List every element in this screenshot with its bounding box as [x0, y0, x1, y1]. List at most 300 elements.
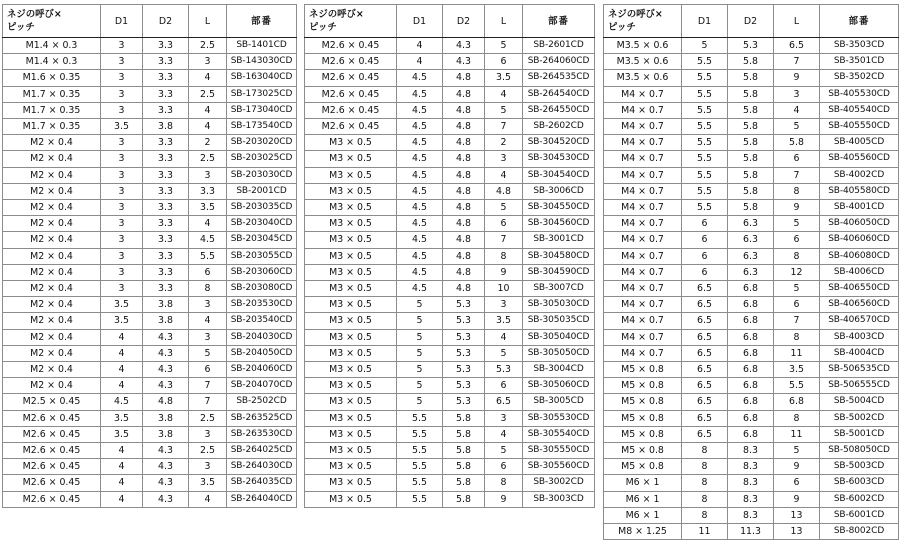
table-row	[3, 426, 297, 442]
cell-length: 9	[774, 70, 820, 86]
cell-part-number: SB-406060CD	[820, 232, 899, 248]
table-row	[305, 362, 595, 378]
cell-d1: 5.5	[682, 151, 728, 167]
cell-length: 3	[189, 459, 227, 475]
table-row	[3, 394, 297, 410]
cell-length: 13	[774, 524, 820, 540]
cell-part-number: SB-264030CD	[227, 459, 297, 475]
cell-thread-pitch: M1.7 × 0.35	[3, 119, 101, 135]
cell-d1: 6.5	[682, 345, 728, 361]
table-row	[604, 410, 899, 426]
cell-length: 6	[485, 216, 523, 232]
header-part-number: 部番	[227, 5, 297, 38]
table-row	[305, 345, 595, 361]
spec-table-2	[304, 4, 595, 508]
cell-thread-pitch: M3 × 0.5	[305, 281, 397, 297]
table-row	[305, 200, 595, 216]
cell-part-number: SB-305040CD	[523, 329, 595, 345]
cell-part-number: SB-264035CD	[227, 475, 297, 491]
header-part-number: 部番	[820, 5, 899, 38]
cell-part-number: SB-508050CD	[820, 443, 899, 459]
table-row	[3, 281, 297, 297]
cell-d1: 11	[682, 524, 728, 540]
cell-d1: 4.5	[397, 70, 443, 86]
table-row	[305, 426, 595, 442]
table-row	[305, 183, 595, 199]
cell-part-number: SB-203020CD	[227, 135, 297, 151]
cell-d1: 8	[682, 475, 728, 491]
cell-part-number: SB-6001CD	[820, 507, 899, 523]
cell-thread-pitch: M4 × 0.7	[604, 281, 682, 297]
cell-d2: 3.8	[143, 119, 189, 135]
cell-thread-pitch: M3 × 0.5	[305, 264, 397, 280]
cell-part-number: SB-2602CD	[523, 119, 595, 135]
cell-thread-pitch: M2 × 0.4	[3, 248, 101, 264]
header-d1: D1	[682, 5, 728, 38]
cell-length: 5.8	[774, 135, 820, 151]
table-row	[305, 264, 595, 280]
cell-length: 5	[774, 119, 820, 135]
cell-d2: 3.3	[143, 281, 189, 297]
cell-d1: 6.5	[682, 313, 728, 329]
cell-length: 9	[774, 459, 820, 475]
cell-d2: 4.8	[443, 70, 485, 86]
cell-d2: 8.3	[728, 491, 774, 507]
table-row	[305, 70, 595, 86]
cell-d2: 5.3	[443, 362, 485, 378]
cell-part-number: SB-3001CD	[523, 232, 595, 248]
cell-thread-pitch: M3 × 0.5	[305, 426, 397, 442]
cell-part-number: SB-305030CD	[523, 297, 595, 313]
cell-d1: 3	[101, 38, 143, 54]
cell-length: 8	[485, 475, 523, 491]
cell-d1: 6	[682, 232, 728, 248]
cell-d2: 5.8	[728, 70, 774, 86]
cell-d2: 6.3	[728, 248, 774, 264]
cell-d1: 5.5	[682, 86, 728, 102]
cell-thread-pitch: M3 × 0.5	[305, 362, 397, 378]
cell-d1: 3	[101, 232, 143, 248]
cell-d1: 3	[101, 151, 143, 167]
table-row	[3, 443, 297, 459]
cell-part-number: SB-2601CD	[523, 38, 595, 54]
table-row	[305, 54, 595, 70]
cell-thread-pitch: M3 × 0.5	[305, 491, 397, 507]
cell-length: 6.5	[774, 38, 820, 54]
cell-d2: 6.8	[728, 426, 774, 442]
table-row	[604, 378, 899, 394]
cell-length: 3.5	[189, 475, 227, 491]
cell-d1: 3	[101, 86, 143, 102]
table-row	[3, 119, 297, 135]
cell-length: 5	[485, 38, 523, 54]
header-d1: D1	[101, 5, 143, 38]
cell-thread-pitch: M4 × 0.7	[604, 313, 682, 329]
cell-thread-pitch: M2.6 × 0.45	[3, 443, 101, 459]
cell-d2: 4.8	[143, 394, 189, 410]
table-row	[604, 507, 899, 523]
cell-d2: 3.3	[143, 38, 189, 54]
spec-table-1	[2, 4, 297, 508]
table-row	[305, 491, 595, 507]
header-pitch-line1: ネジの呼び×	[309, 9, 364, 20]
table-row	[3, 313, 297, 329]
cell-length: 7	[189, 378, 227, 394]
cell-d1: 3.5	[101, 426, 143, 442]
cell-thread-pitch: M2.6 × 0.45	[305, 86, 397, 102]
cell-part-number: SB-264535CD	[523, 70, 595, 86]
table-row	[3, 70, 297, 86]
table-row	[604, 151, 899, 167]
cell-thread-pitch: M2 × 0.4	[3, 378, 101, 394]
cell-part-number: SB-304530CD	[523, 151, 595, 167]
cell-part-number: SB-305560CD	[523, 459, 595, 475]
cell-length: 4	[189, 102, 227, 118]
cell-d1: 6.5	[682, 378, 728, 394]
cell-part-number: SB-8002CD	[820, 524, 899, 540]
table-row	[604, 86, 899, 102]
cell-d2: 3.3	[143, 54, 189, 70]
table-row	[3, 491, 297, 507]
table-row	[305, 475, 595, 491]
cell-d1: 3	[101, 216, 143, 232]
cell-part-number: SB-5003CD	[820, 459, 899, 475]
cell-thread-pitch: M3.5 × 0.6	[604, 54, 682, 70]
cell-length: 6	[774, 475, 820, 491]
cell-d1: 4	[101, 345, 143, 361]
cell-part-number: SB-263530CD	[227, 426, 297, 442]
cell-length: 2.5	[189, 151, 227, 167]
cell-part-number: SB-304560CD	[523, 216, 595, 232]
cell-part-number: SB-204030CD	[227, 329, 297, 345]
cell-length: 3	[189, 297, 227, 313]
table-row	[3, 54, 297, 70]
cell-length: 2.5	[189, 38, 227, 54]
cell-thread-pitch: M5 × 0.8	[604, 394, 682, 410]
cell-part-number: SB-203030CD	[227, 167, 297, 183]
cell-d2: 4.3	[143, 491, 189, 507]
cell-d2: 4.8	[443, 135, 485, 151]
header-part-number: 部番	[523, 5, 595, 38]
table-row	[3, 102, 297, 118]
cell-d2: 3.3	[143, 183, 189, 199]
cell-thread-pitch: M2 × 0.4	[3, 329, 101, 345]
cell-d1: 3	[101, 200, 143, 216]
cell-d1: 4.5	[397, 232, 443, 248]
cell-part-number: SB-203540CD	[227, 313, 297, 329]
cell-thread-pitch: M6 × 1	[604, 475, 682, 491]
cell-thread-pitch: M4 × 0.7	[604, 264, 682, 280]
cell-part-number: SB-304540CD	[523, 167, 595, 183]
cell-d1: 4.5	[397, 248, 443, 264]
cell-d2: 3.3	[143, 135, 189, 151]
cell-thread-pitch: M2 × 0.4	[3, 216, 101, 232]
cell-d1: 4.5	[397, 167, 443, 183]
cell-d2: 3.3	[143, 102, 189, 118]
cell-thread-pitch: M2 × 0.4	[3, 297, 101, 313]
cell-d2: 4.8	[443, 119, 485, 135]
cell-d1: 6	[682, 216, 728, 232]
cell-part-number: SB-506535CD	[820, 362, 899, 378]
table-row	[305, 119, 595, 135]
cell-thread-pitch: M4 × 0.7	[604, 200, 682, 216]
table-row	[604, 345, 899, 361]
cell-d1: 5.5	[397, 459, 443, 475]
table-row	[3, 38, 297, 54]
cell-thread-pitch: M2.5 × 0.45	[3, 394, 101, 410]
cell-length: 3	[485, 410, 523, 426]
table-row	[305, 167, 595, 183]
table-row	[604, 264, 899, 280]
header-pitch	[604, 5, 682, 38]
cell-thread-pitch: M3 × 0.5	[305, 297, 397, 313]
cell-part-number: SB-3503CD	[820, 38, 899, 54]
cell-d2: 5.8	[443, 459, 485, 475]
cell-d1: 4.5	[397, 135, 443, 151]
cell-d1: 4	[101, 329, 143, 345]
cell-part-number: SB-305060CD	[523, 378, 595, 394]
cell-length: 5	[485, 345, 523, 361]
cell-d1: 4.5	[397, 200, 443, 216]
cell-length: 6	[774, 151, 820, 167]
cell-length: 6	[189, 264, 227, 280]
cell-d2: 6.8	[728, 410, 774, 426]
table-row	[604, 394, 899, 410]
cell-part-number: SB-405580CD	[820, 183, 899, 199]
header-l: L	[189, 5, 227, 38]
cell-length: 5	[774, 443, 820, 459]
table-row	[604, 70, 899, 86]
cell-thread-pitch: M2.6 × 0.45	[305, 38, 397, 54]
cell-d2: 3.3	[143, 200, 189, 216]
cell-part-number: SB-405550CD	[820, 119, 899, 135]
cell-length: 9	[485, 491, 523, 507]
table-row	[3, 329, 297, 345]
cell-thread-pitch: M4 × 0.7	[604, 345, 682, 361]
table-row	[305, 102, 595, 118]
cell-d2: 6.3	[728, 264, 774, 280]
table-row	[305, 232, 595, 248]
table-row	[305, 135, 595, 151]
cell-part-number: SB-305530CD	[523, 410, 595, 426]
cell-d1: 5.5	[682, 135, 728, 151]
table-row	[3, 345, 297, 361]
table-row	[3, 232, 297, 248]
cell-part-number: SB-4002CD	[820, 167, 899, 183]
cell-thread-pitch: M3 × 0.5	[305, 248, 397, 264]
header-d2: D2	[443, 5, 485, 38]
cell-part-number: SB-5004CD	[820, 394, 899, 410]
cell-length: 3.5	[485, 70, 523, 86]
cell-length: 2.5	[189, 410, 227, 426]
table-row	[604, 119, 899, 135]
cell-length: 3	[774, 86, 820, 102]
cell-part-number: SB-304580CD	[523, 248, 595, 264]
cell-part-number: SB-304520CD	[523, 135, 595, 151]
cell-thread-pitch: M4 × 0.7	[604, 86, 682, 102]
cell-part-number: SB-1401CD	[227, 38, 297, 54]
cell-part-number: SB-3502CD	[820, 70, 899, 86]
cell-part-number: SB-506555CD	[820, 378, 899, 394]
cell-d2: 6.8	[728, 313, 774, 329]
cell-d2: 5.8	[728, 86, 774, 102]
cell-thread-pitch: M3 × 0.5	[305, 378, 397, 394]
cell-thread-pitch: M5 × 0.8	[604, 362, 682, 378]
cell-d2: 6.8	[728, 281, 774, 297]
cell-thread-pitch: M3 × 0.5	[305, 151, 397, 167]
cell-d2: 3.8	[143, 313, 189, 329]
cell-thread-pitch: M2.6 × 0.45	[3, 459, 101, 475]
cell-part-number: SB-173040CD	[227, 102, 297, 118]
cell-length: 5	[485, 200, 523, 216]
cell-thread-pitch: M3.5 × 0.6	[604, 38, 682, 54]
table-row	[604, 313, 899, 329]
cell-part-number: SB-203080CD	[227, 281, 297, 297]
table-row	[3, 135, 297, 151]
cell-part-number: SB-405560CD	[820, 151, 899, 167]
cell-thread-pitch: M4 × 0.7	[604, 297, 682, 313]
cell-d1: 6.5	[682, 410, 728, 426]
cell-length: 3.5	[774, 362, 820, 378]
cell-d1: 5.5	[397, 475, 443, 491]
cell-d1: 4	[101, 459, 143, 475]
cell-part-number: SB-305550CD	[523, 443, 595, 459]
cell-thread-pitch: M1.4 × 0.3	[3, 54, 101, 70]
cell-d1: 5.5	[682, 167, 728, 183]
cell-part-number: SB-305035CD	[523, 313, 595, 329]
cell-d2: 5.3	[443, 345, 485, 361]
cell-part-number: SB-163040CD	[227, 70, 297, 86]
cell-thread-pitch: M2 × 0.4	[3, 200, 101, 216]
cell-part-number: SB-203035CD	[227, 200, 297, 216]
cell-d2: 4.3	[143, 475, 189, 491]
cell-length: 5	[774, 216, 820, 232]
cell-part-number: SB-5002CD	[820, 410, 899, 426]
cell-thread-pitch: M2.6 × 0.45	[3, 475, 101, 491]
cell-thread-pitch: M2.6 × 0.45	[3, 491, 101, 507]
cell-d1: 4	[101, 443, 143, 459]
cell-thread-pitch: M2 × 0.4	[3, 135, 101, 151]
cell-length: 8	[774, 248, 820, 264]
cell-part-number: SB-204070CD	[227, 378, 297, 394]
cell-thread-pitch: M1.7 × 0.35	[3, 86, 101, 102]
table-row	[305, 248, 595, 264]
cell-d2: 4.3	[443, 38, 485, 54]
cell-d2: 4.8	[443, 248, 485, 264]
cell-d1: 4	[101, 378, 143, 394]
cell-d2: 6.3	[728, 232, 774, 248]
cell-d1: 5	[397, 345, 443, 361]
cell-thread-pitch: M4 × 0.7	[604, 102, 682, 118]
cell-d2: 4.3	[143, 345, 189, 361]
cell-d1: 5	[397, 329, 443, 345]
cell-d1: 3	[101, 102, 143, 118]
table-row	[604, 524, 899, 540]
cell-length: 9	[774, 200, 820, 216]
cell-length: 3	[189, 426, 227, 442]
cell-length: 4	[485, 329, 523, 345]
cell-thread-pitch: M1.4 × 0.3	[3, 38, 101, 54]
cell-d2: 3.3	[143, 264, 189, 280]
cell-d2: 5.8	[443, 491, 485, 507]
cell-part-number: SB-173540CD	[227, 119, 297, 135]
cell-length: 7	[774, 54, 820, 70]
table-row	[604, 200, 899, 216]
cell-part-number: SB-3005CD	[523, 394, 595, 410]
cell-part-number: SB-143030CD	[227, 54, 297, 70]
cell-d1: 3.5	[101, 119, 143, 135]
table-row	[3, 297, 297, 313]
cell-thread-pitch: M3 × 0.5	[305, 459, 397, 475]
cell-d2: 3.3	[143, 70, 189, 86]
cell-d2: 4.3	[143, 443, 189, 459]
table-row	[604, 329, 899, 345]
header-d2: D2	[143, 5, 189, 38]
cell-length: 7	[485, 232, 523, 248]
cell-d2: 6.8	[728, 329, 774, 345]
cell-d2: 4.8	[443, 86, 485, 102]
cell-d2: 5.8	[443, 443, 485, 459]
cell-d2: 6.8	[728, 394, 774, 410]
cell-d2: 8.3	[728, 459, 774, 475]
cell-part-number: SB-203025CD	[227, 151, 297, 167]
cell-part-number: SB-203060CD	[227, 264, 297, 280]
cell-d2: 5.8	[728, 183, 774, 199]
cell-d1: 4.5	[397, 151, 443, 167]
cell-d2: 5.3	[443, 394, 485, 410]
cell-length: 3	[485, 297, 523, 313]
table-row	[604, 297, 899, 313]
cell-d1: 6	[682, 264, 728, 280]
cell-part-number: SB-3002CD	[523, 475, 595, 491]
cell-thread-pitch: M3 × 0.5	[305, 200, 397, 216]
cell-d1: 3.5	[101, 297, 143, 313]
cell-d1: 5.5	[397, 491, 443, 507]
cell-length: 4	[774, 102, 820, 118]
cell-length: 5.5	[774, 378, 820, 394]
cell-d1: 4	[397, 38, 443, 54]
table-row	[3, 216, 297, 232]
table-row	[3, 167, 297, 183]
cell-d1: 4.5	[397, 119, 443, 135]
cell-d2: 6.8	[728, 378, 774, 394]
cell-d1: 4.5	[397, 216, 443, 232]
cell-d1: 5	[397, 378, 443, 394]
cell-thread-pitch: M4 × 0.7	[604, 232, 682, 248]
table-row	[604, 232, 899, 248]
cell-thread-pitch: M6 × 1	[604, 491, 682, 507]
cell-thread-pitch: M4 × 0.7	[604, 329, 682, 345]
cell-d2: 5.8	[728, 54, 774, 70]
cell-thread-pitch: M1.6 × 0.35	[3, 70, 101, 86]
cell-length: 10	[485, 281, 523, 297]
cell-part-number: SB-6003CD	[820, 475, 899, 491]
cell-thread-pitch: M2 × 0.4	[3, 264, 101, 280]
cell-length: 11	[774, 345, 820, 361]
cell-d2: 5.3	[728, 38, 774, 54]
cell-length: 4	[189, 491, 227, 507]
table-row	[604, 443, 899, 459]
cell-length: 3	[485, 151, 523, 167]
cell-d2: 3.3	[143, 167, 189, 183]
cell-thread-pitch: M5 × 0.8	[604, 459, 682, 475]
cell-part-number: SB-4001CD	[820, 200, 899, 216]
cell-length: 8	[189, 281, 227, 297]
cell-d2: 5.8	[728, 200, 774, 216]
cell-d2: 5.3	[443, 329, 485, 345]
cell-d1: 4	[101, 475, 143, 491]
header-d2: D2	[728, 5, 774, 38]
